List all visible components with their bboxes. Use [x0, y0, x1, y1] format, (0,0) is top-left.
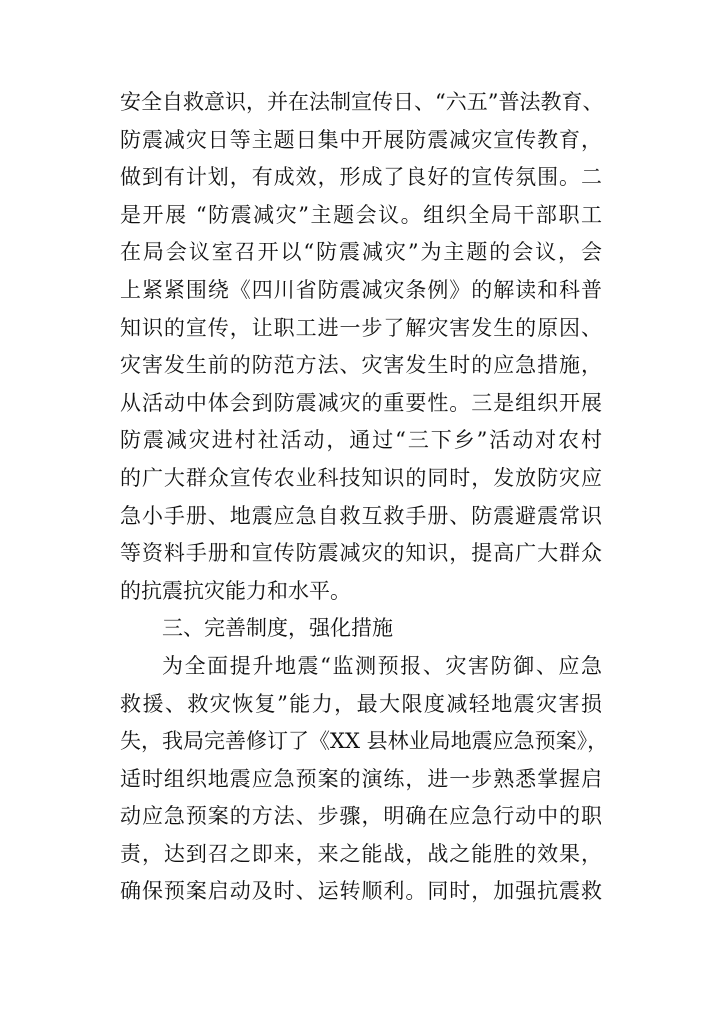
- text-line: 安全自救意识，并在法制宣传日、“六五”普法教育、: [120, 90, 604, 114]
- text-line: 上紧紧围绕《四川省防震减灾条例》的解读和科普: [120, 277, 602, 302]
- text-line: 的广大群众宣传农业科技知识的同时，发放防灾应: [120, 465, 602, 490]
- text-line: 救援、救灾恢复”能力，最大限度减轻地震灾害损: [120, 691, 602, 716]
- text-line: 的抗震抗灾能力和水平。: [120, 578, 351, 603]
- paragraph-first-line: 为全面提升地震“监测预报、灾害防御、应急: [162, 653, 602, 678]
- text-line: 做到有计划，有成效，形成了良好的宣传氛围。二: [120, 165, 602, 190]
- text-line: 失，我局完善修订了《XX 县林业局地震应急预案》，: [120, 729, 609, 754]
- text-line: 适时组织地震应急预案的演练，进一步熟悉掌握启: [120, 766, 602, 791]
- text-line: 灾害发生前的防范方法、灾害发生时的应急措施，: [120, 353, 602, 378]
- text-line: 防震减灾日等主题日集中开展防震减灾宣传教育，: [120, 127, 602, 152]
- text-line: 是开展 “防震减灾”主题会议。组织全局干部职工: [120, 202, 602, 227]
- text-line: 从活动中体会到防震减灾的重要性。三是组织开展: [120, 390, 602, 415]
- text-line: 防震减灾进村社活动，通过“三下乡”活动对农村: [120, 428, 602, 453]
- section-heading: 三、完善制度，强化措施: [162, 616, 393, 641]
- text-line: 动应急预案的方法、步骤，明确在应急行动中的职: [120, 804, 602, 829]
- body-text: [120, 84, 609, 911]
- text-line: 确保预案启动及时、运转顺利。同时，加强抗震救: [120, 879, 602, 904]
- text-line: 等资料手册和宣传防震减灾的知识，提高广大群众: [120, 541, 602, 566]
- text-line: 责，达到召之即来，来之能战，战之能胜的效果，: [120, 841, 602, 866]
- text-line: 知识的宣传，让职工进一步了解灾害发生的原因、: [120, 315, 602, 340]
- text-line: 在局会议室召开以“防震减灾”为主题的会议，会: [120, 240, 602, 265]
- text-line: 急小手册、地震应急自救互救手册、防震避震常识: [120, 503, 602, 528]
